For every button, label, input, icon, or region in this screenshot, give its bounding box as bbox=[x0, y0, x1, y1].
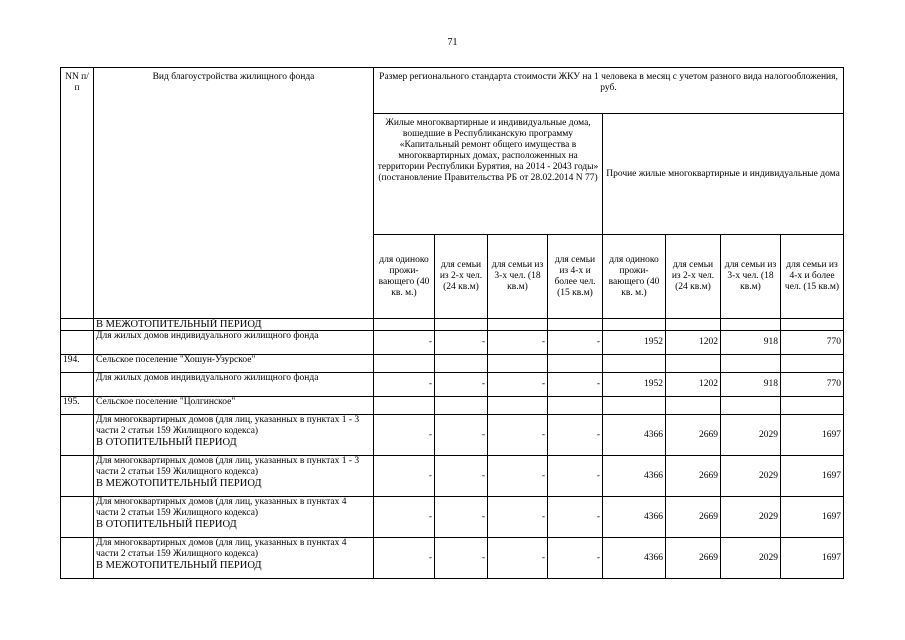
row-period-label: В МЕЖОТОПИТЕЛЬНЫЙ ПЕРИОД bbox=[96, 560, 262, 571]
row-value-1: - bbox=[374, 456, 435, 497]
row-value-1: - bbox=[374, 497, 435, 538]
row-value-5: 1952 bbox=[603, 373, 666, 397]
subheader-sub-b-1: для одиноко прожи-вающего (40 кв. м.) bbox=[603, 235, 666, 319]
row-value-1 bbox=[374, 319, 435, 331]
row-value-7: 2029 bbox=[721, 456, 781, 497]
header-group-a: Жилые многоквартирные и индивидуальные дома, вошедшие в Республиканскую программу «Капитальный ремонт общего имущества в многоквартирных домах, расположенных на территории Республики Бурятия, на 2014 - 2043 годы» (постановление Правительства РБ от 28.02.2014 N 77) bbox=[374, 114, 603, 235]
row-number: 195. bbox=[61, 397, 94, 415]
row-value-2: - bbox=[435, 456, 488, 497]
row-value-7: 2029 bbox=[721, 538, 781, 579]
row-value-5: 4366 bbox=[603, 456, 666, 497]
row-value-6: 1202 bbox=[666, 331, 721, 355]
row-value-1: - bbox=[374, 415, 435, 456]
row-name-line: Для жилых домов индивидуального жилищного фонда bbox=[96, 331, 319, 341]
row-value-6 bbox=[666, 355, 721, 373]
row-name bbox=[94, 373, 374, 397]
row-value-5 bbox=[603, 355, 666, 373]
subheader-sub-b-3: для семьи из 3-х чел. (18 кв.м) bbox=[721, 235, 781, 319]
row-name bbox=[94, 355, 374, 373]
subheader-sub-b-4: для семьи из 4-х и более чел. (15 кв.м) bbox=[781, 235, 844, 319]
row-value-3: - bbox=[488, 331, 548, 355]
row-value-4: - bbox=[548, 497, 603, 538]
row-number bbox=[61, 497, 94, 538]
row-name bbox=[94, 331, 374, 355]
table-row bbox=[61, 331, 844, 355]
row-value-4 bbox=[548, 397, 603, 415]
table-row bbox=[61, 456, 844, 497]
row-value-3: - bbox=[488, 497, 548, 538]
row-number bbox=[61, 456, 94, 497]
subheader-sub-a-1: для одиноко прожи-вающего (40 кв. м.) bbox=[374, 235, 435, 319]
row-value-3: - bbox=[488, 456, 548, 497]
row-value-4 bbox=[548, 319, 603, 331]
row-value-5: 4366 bbox=[603, 538, 666, 579]
row-value-3 bbox=[488, 397, 548, 415]
row-value-4 bbox=[548, 355, 603, 373]
row-value-6: 2669 bbox=[666, 538, 721, 579]
row-value-1: - bbox=[374, 373, 435, 397]
housing-cost-table bbox=[60, 67, 844, 579]
row-value-6: 2669 bbox=[666, 456, 721, 497]
row-value-7: 918 bbox=[721, 331, 781, 355]
page-number: 71 bbox=[447, 37, 458, 48]
header-nn: NN п/п bbox=[61, 68, 94, 319]
row-value-4: - bbox=[548, 415, 603, 456]
table-row bbox=[61, 538, 844, 579]
table-row bbox=[61, 355, 844, 373]
row-value-2: - bbox=[435, 415, 488, 456]
row-value-8 bbox=[781, 397, 844, 415]
subheader-sub-a-2: для семьи из 2-х чел. (24 кв.м) bbox=[435, 235, 488, 319]
row-value-2 bbox=[435, 397, 488, 415]
header-row-1 bbox=[61, 68, 844, 114]
row-value-1 bbox=[374, 397, 435, 415]
row-value-8: 1697 bbox=[781, 497, 844, 538]
row-value-2 bbox=[435, 355, 488, 373]
row-name bbox=[94, 497, 374, 538]
row-value-8: 1697 bbox=[781, 538, 844, 579]
row-value-5 bbox=[603, 397, 666, 415]
row-name bbox=[94, 415, 374, 456]
row-name bbox=[94, 538, 374, 579]
row-value-5: 4366 bbox=[603, 497, 666, 538]
header-type: Вид благоустройства жилищного фонда bbox=[94, 68, 374, 319]
row-number bbox=[61, 331, 94, 355]
row-value-3 bbox=[488, 355, 548, 373]
row-value-8: 1697 bbox=[781, 456, 844, 497]
row-value-1 bbox=[374, 355, 435, 373]
table-row bbox=[61, 319, 844, 331]
row-value-6: 2669 bbox=[666, 497, 721, 538]
row-value-7: 918 bbox=[721, 373, 781, 397]
row-value-8: 1697 bbox=[781, 415, 844, 456]
row-value-3: - bbox=[488, 373, 548, 397]
row-value-6: 1202 bbox=[666, 373, 721, 397]
row-value-5 bbox=[603, 319, 666, 331]
row-value-3: - bbox=[488, 538, 548, 579]
row-name-line: Сельское поселение "Хошун-Узурское" bbox=[96, 355, 256, 365]
header-group-b: Прочие жилые многоквартирные и индивидуальные дома bbox=[603, 114, 844, 235]
row-value-6 bbox=[666, 319, 721, 331]
row-value-4: - bbox=[548, 373, 603, 397]
row-name-line: Для многоквартирных домов (для лиц, указанных в пунктах 4 части 2 статьи 159 Жилищного кодекса) bbox=[96, 538, 347, 559]
row-period-label: В ОТОПИТЕЛЬНЫЙ ПЕРИОД bbox=[96, 519, 237, 530]
row-name bbox=[94, 456, 374, 497]
row-value-6 bbox=[666, 397, 721, 415]
row-value-5: 4366 bbox=[603, 415, 666, 456]
row-value-8 bbox=[781, 319, 844, 331]
row-value-8: 770 bbox=[781, 373, 844, 397]
subheader-sub-b-2: для семьи из 2-х чел. (24 кв.м) bbox=[666, 235, 721, 319]
row-value-2 bbox=[435, 319, 488, 331]
row-value-7: 2029 bbox=[721, 497, 781, 538]
row-value-4: - bbox=[548, 456, 603, 497]
row-value-1: - bbox=[374, 331, 435, 355]
row-name-line: Для многоквартирных домов (для лиц, указанных в пунктах 1 - 3 части 2 статьи 159 Жилищного кодекса) bbox=[96, 415, 360, 436]
table-row bbox=[61, 415, 844, 456]
row-value-7 bbox=[721, 355, 781, 373]
row-number bbox=[61, 415, 94, 456]
row-value-6: 2669 bbox=[666, 415, 721, 456]
row-value-3: - bbox=[488, 415, 548, 456]
table-body bbox=[61, 319, 844, 579]
table-row bbox=[61, 497, 844, 538]
row-value-8 bbox=[781, 355, 844, 373]
row-number: 194. bbox=[61, 355, 94, 373]
subheader-sub-a-4: для семьи из 4-х и более чел. (15 кв.м) bbox=[548, 235, 603, 319]
row-name-line: Для многоквартирных домов (для лиц, указанных в пунктах 1 - 3 части 2 статьи 159 Жилищного кодекса) bbox=[96, 456, 360, 477]
row-name-line: Для многоквартирных домов (для лиц, указанных в пунктах 4 части 2 статьи 159 Жилищного кодекса) bbox=[96, 497, 347, 518]
row-name bbox=[94, 397, 374, 415]
header-size: Размер регионального стандарта стоимости ЖКУ на 1 человека в месяц с учетом разного вида налогообложения, руб. bbox=[374, 68, 844, 114]
row-value-7 bbox=[721, 319, 781, 331]
row-value-2: - bbox=[435, 373, 488, 397]
row-period-label: В ОТОПИТЕЛЬНЫЙ ПЕРИОД bbox=[96, 437, 237, 448]
row-name-line: Для жилых домов индивидуального жилищного фонда bbox=[96, 373, 319, 383]
row-value-7: 2029 bbox=[721, 415, 781, 456]
row-number bbox=[61, 373, 94, 397]
table-row bbox=[61, 373, 844, 397]
row-value-1: - bbox=[374, 538, 435, 579]
row-name-line: В МЕЖОТОПИТЕЛЬНЫЙ ПЕРИОД bbox=[96, 319, 262, 330]
row-value-2: - bbox=[435, 497, 488, 538]
row-value-4: - bbox=[548, 538, 603, 579]
row-value-7 bbox=[721, 397, 781, 415]
subheader-sub-a-3: для семьи из 3-х чел. (18 кв.м) bbox=[488, 235, 548, 319]
table-row bbox=[61, 397, 844, 415]
row-value-4: - bbox=[548, 331, 603, 355]
row-number bbox=[61, 319, 94, 331]
row-number bbox=[61, 538, 94, 579]
row-value-3 bbox=[488, 319, 548, 331]
row-value-2: - bbox=[435, 331, 488, 355]
row-value-2: - bbox=[435, 538, 488, 579]
row-name-line: Сельское поселение "Цолгинское" bbox=[96, 397, 236, 407]
row-period-label: В МЕЖОТОПИТЕЛЬНЫЙ ПЕРИОД bbox=[96, 478, 262, 489]
row-value-5: 1952 bbox=[603, 331, 666, 355]
row-name bbox=[94, 319, 374, 331]
row-value-8: 770 bbox=[781, 331, 844, 355]
